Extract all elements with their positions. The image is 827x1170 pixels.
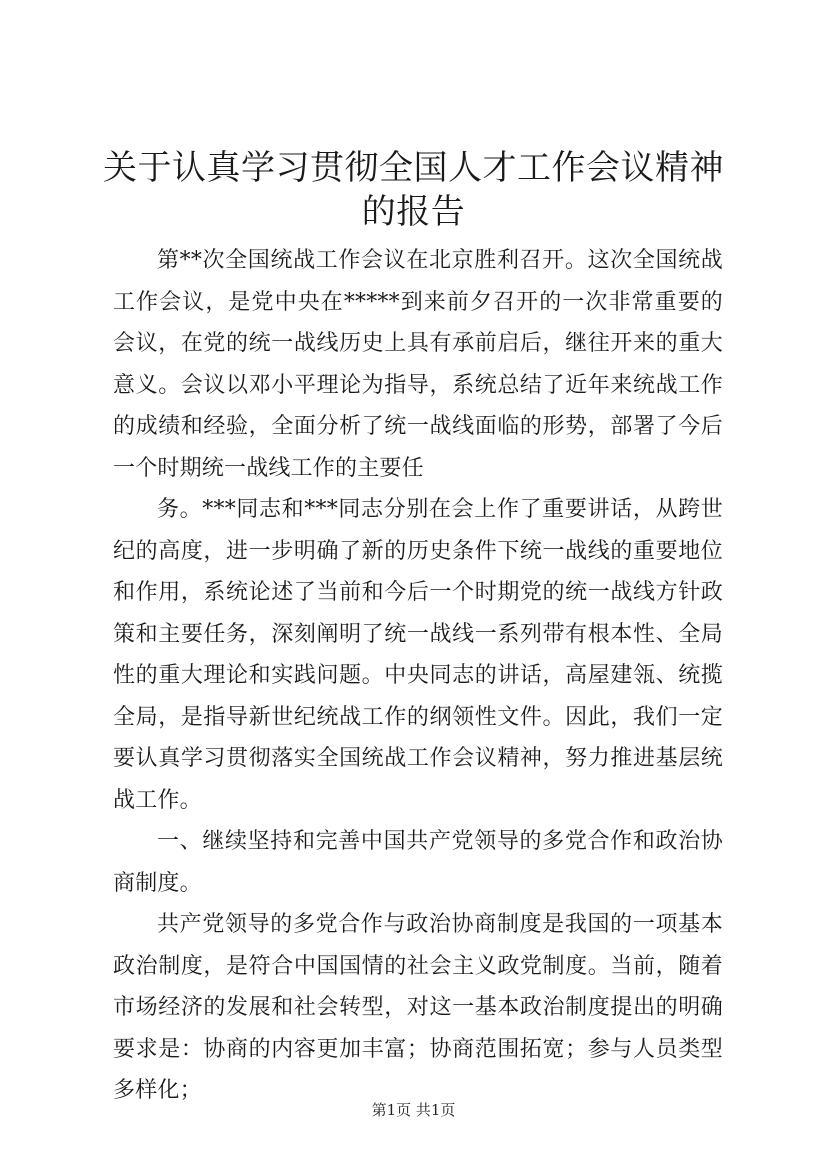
document-body [113, 240, 723, 1112]
paragraph-2: 务。***同志和***同志分别在会上作了重要讲话，从跨世纪的高度，进一步明确了新的历史条件下统一战线的重要地位和作用，系统论述了当前和今后一个时期党的统一战线方针政策和主要任务，深刻阐明了统一战线一系列带有根本性、全局性的重大理论和实践问题。中央同志的讲话，高屋建瓴、统揽全局，是指导新世纪统战工作的纲领性文件。因此，我们一定要认真学习贯彻落实全国统战工作会议精神，努力推进基层统战工作。 [113, 497, 723, 813]
document-title: 关于认真学习贯彻全国人才工作会议精神的报告 [103, 148, 724, 232]
paragraph-1: 第**次全国统战工作会议在北京胜利召开。这次全国统战工作会议，是党中央在*****到来前夕召开的一次非常重要的会议，在党的统一战线历史上具有承前启后，继往开来的重大意义。会议以邓小平理论为指导，系统总结了近年来统战工作的成绩和经验，全面分析了统一战线面临的形势，部署了今后一个时期统一战线工作的主要任 [113, 248, 723, 481]
paragraph-3: 共产党领导的多党合作与政治协商制度是我国的一项基本政治制度，是符合中国国情的社会主义政党制度。当前，随着市场经济的发展和社会转型，对这一基本政治制度提出的明确要求是：协商的内容更加丰富；协商范围拓宽；参与人员类型多样化； [113, 912, 723, 1103]
page-footer: 第1页 共1页 [371, 1101, 456, 1119]
section-heading-1: 一、继续坚持和完善中国共产党领导的多党合作和政治协商制度。 [113, 829, 723, 896]
